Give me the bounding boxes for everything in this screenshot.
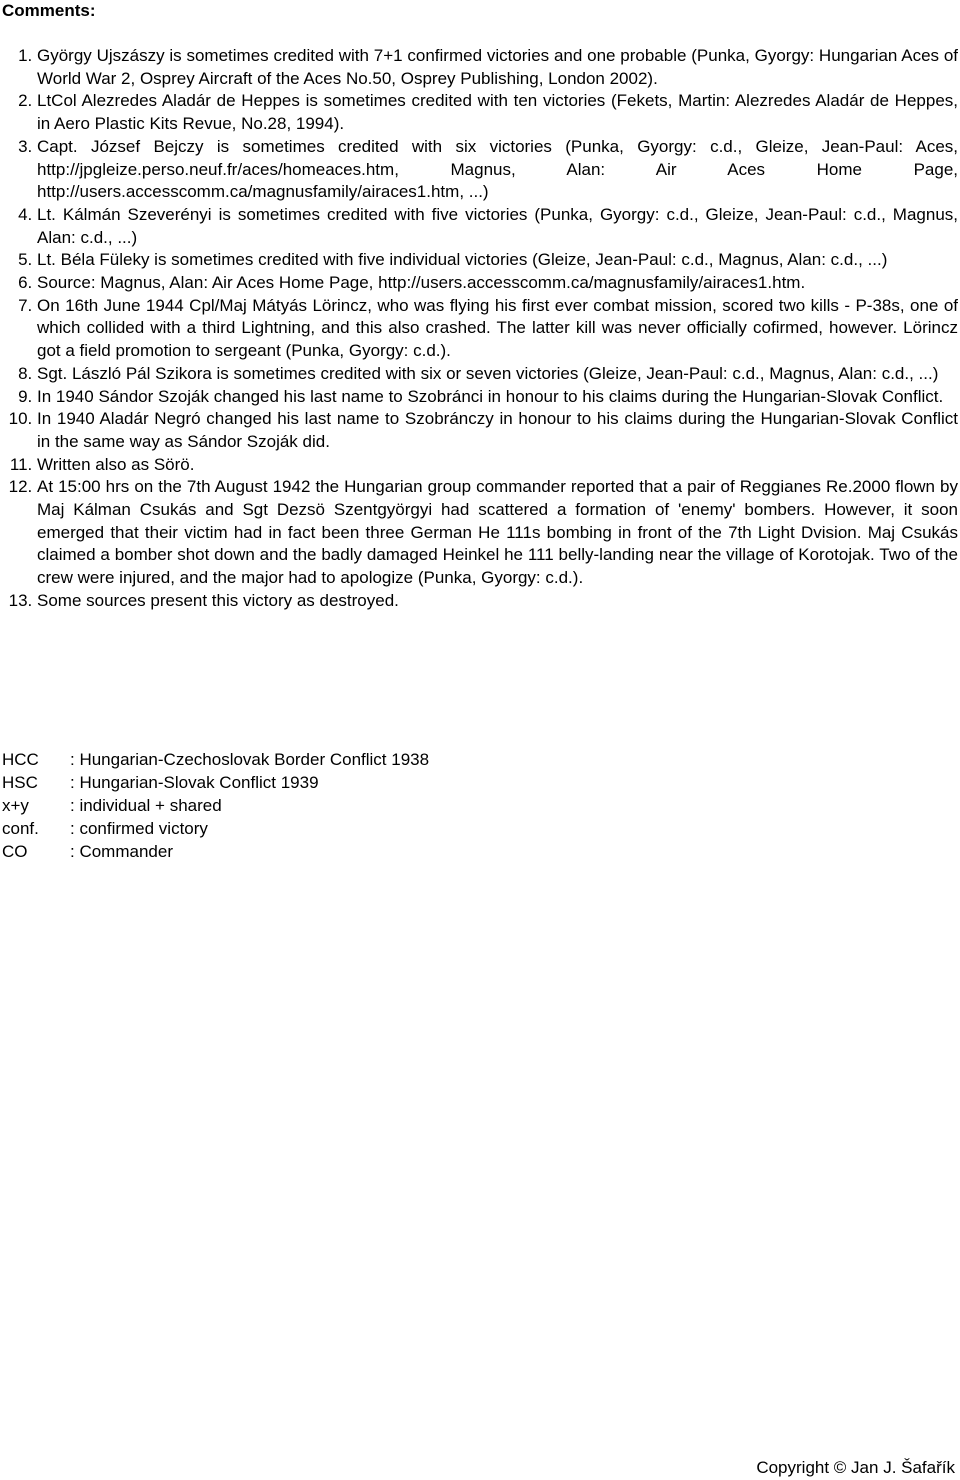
comment-number: 4. xyxy=(18,204,33,224)
legend-definition: : Hungarian-Czechoslovak Border Conflict 1938 xyxy=(70,750,430,769)
comment-item xyxy=(0,590,958,613)
comments-list xyxy=(0,45,958,613)
copyright-notice: Copyright © Jan J. Šafařík xyxy=(756,1458,955,1477)
comment-text: On 16th June 1944 Cpl/Maj Mátyás Lörincz, who was flying his first ever combat mission, scored two kills - P-38s, one of which collided with a third Lightning, and this also crashed. The latter kill was never officially cofirmed, however. Lörincz got a field promotion to sergeant (Punka, Gyorgy: c.d.). xyxy=(37,295,958,361)
abbreviation-legend xyxy=(2,748,429,863)
comment-number: 12. xyxy=(8,477,33,497)
legend-row xyxy=(2,748,429,771)
comment-item xyxy=(0,45,958,90)
comment-item xyxy=(0,249,958,272)
comment-item xyxy=(0,90,958,135)
comment-text: György Ujszászy is sometimes credited with 7+1 confirmed victories and one probable (Punka, Gyorgy: Hungarian Aces of World War 2, Osprey Aircraft of the Aces No.50, Osprey Publishing, London 2002). xyxy=(37,46,958,88)
comment-text: Capt. József Bejczy is sometimes credited with six victories (Punka, Gyorgy: c.d., Gleize, Jean-Paul: Aces, http://jpgleize.perso.neuf.fr/aces/homeaces.htm, Magnus, Alan: Air Aces Home Page, http://users.accesscomm.ca/magnusfamily/airaces1.htm, ...) xyxy=(37,136,958,202)
comment-text: In 1940 Sándor Szoják changed his last name to Szobránci in honour to his claims during the Hungarian-Slovak Conflict. xyxy=(37,386,944,406)
legend-row xyxy=(2,817,429,840)
legend-definition: : Hungarian-Slovak Conflict 1939 xyxy=(70,773,319,792)
comment-number: 8. xyxy=(18,363,33,383)
comments-heading: Comments: xyxy=(2,1,96,20)
comment-text: At 15:00 hrs on the 7th August 1942 the Hungarian group commander reported that a pair of Reggianes Re.2000 flown by Maj Kálman Csukás and Sgt Dezsö Szentgyörgyi had scattered a formation of 'enemy' bombers. However, it soon emerged that their victim had in fact been three German He 111s bombing in front of the 7th Light Dvision. Maj Csukás claimed a bomber shot down and the badly damaged Heinkel he 111 belly-landing near the village of Korotojak. Two of the crew were injured, and the major had to apologize (Punka, Gyorgy: c.d.). xyxy=(37,477,958,588)
comment-number: 5. xyxy=(18,250,33,270)
comment-item xyxy=(0,476,958,590)
comment-text: LtCol Alezredes Aladár de Heppes is sometimes credited with ten victories (Fekets, Martin: Alezredes Aladár de Heppes, in Aero Plastic Kits Revue, No.28, 1994). xyxy=(37,91,958,134)
legend-definition: : individual + shared xyxy=(70,796,222,815)
comment-text: Lt. Béla Füleky is sometimes credited with five individual victories (Gleize, Jean-Paul: c.d., Magnus, Alan: c.d., ...) xyxy=(37,250,888,270)
comment-text: Lt. Kálmán Szeverényi is sometimes credited with five victories (Punka, Gyorgy: c.d., Gleize, Jean-Paul: c.d., Magnus, Alan: c.d., ...) xyxy=(37,204,958,247)
legend-definition: : confirmed victory xyxy=(70,819,208,838)
comment-number: 10. xyxy=(8,409,33,429)
comment-text: Some sources present this victory as destroyed. xyxy=(37,590,399,610)
comment-text: Source: Magnus, Alan: Air Aces Home Page, http://users.accesscomm.ca/magnusfamily/airaces1.htm. xyxy=(37,273,806,293)
legend-abbreviation: x+y xyxy=(2,796,29,815)
comment-item xyxy=(0,454,958,477)
legend-definition: : Commander xyxy=(70,842,173,861)
comment-number: 2. xyxy=(18,91,33,111)
comment-text: Sgt. László Pál Szikora is sometimes credited with six or seven victories (Gleize, Jean-Paul: c.d., Magnus, Alan: c.d., ...) xyxy=(37,363,939,383)
comment-item xyxy=(0,295,958,363)
comment-number: 1. xyxy=(18,46,33,65)
comment-text: In 1940 Aladár Negró changed his last name to Szobránczy in honour to his claims during the Hungarian-Slovak Conflict in the same way as Sándor Szoják did. xyxy=(37,409,958,451)
comment-item xyxy=(0,204,958,249)
comment-text: Written also as Sörö. xyxy=(37,454,195,474)
legend-abbreviation: conf. xyxy=(2,819,39,838)
comment-number: 9. xyxy=(18,386,33,406)
legend-row xyxy=(2,771,429,794)
comment-number: 7. xyxy=(18,295,33,315)
comment-item xyxy=(0,386,958,409)
comment-item xyxy=(0,408,958,453)
comment-number: 13. xyxy=(8,590,33,610)
legend-abbreviation: HCC xyxy=(2,750,39,769)
comment-number: 11. xyxy=(9,454,33,474)
comment-number: 6. xyxy=(18,273,33,293)
comment-item xyxy=(0,136,958,204)
legend-row xyxy=(2,840,429,863)
comment-number: 3. xyxy=(18,136,33,156)
legend-row xyxy=(2,794,429,817)
legend-abbreviation: HSC xyxy=(2,773,38,792)
legend-abbreviation: CO xyxy=(2,842,28,861)
comment-item xyxy=(0,363,958,386)
comment-item xyxy=(0,272,958,295)
